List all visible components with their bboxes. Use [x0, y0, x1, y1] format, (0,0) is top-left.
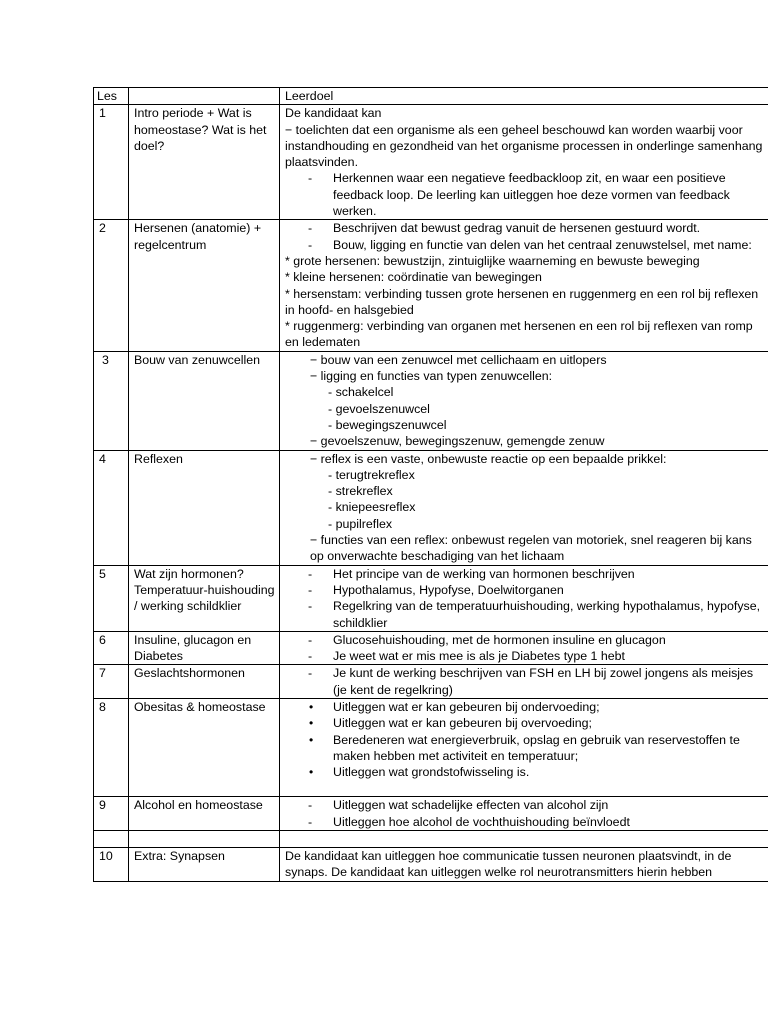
empty-row [94, 831, 768, 848]
dash-marker: - [308, 649, 313, 664]
sub-item: - pupilreflex [328, 516, 393, 531]
star-item: * kleine hersenen: coördinatie van bewegingen [285, 270, 542, 285]
goal-item: − bouw van een zenuwcel met cellichaam en uitlopers [310, 352, 607, 367]
lesson-topic: Insuline, glucagon en Diabetes [129, 631, 280, 665]
table-header-row [94, 88, 768, 105]
lesson-goal [280, 797, 768, 831]
header-empty [129, 88, 280, 105]
dash-marker: - [308, 599, 313, 614]
lesson-goal [280, 220, 768, 351]
table-row [94, 848, 768, 882]
sub-item: - schakelcel [328, 385, 394, 400]
dash-marker: - [308, 566, 313, 581]
dash-marker: - [308, 582, 313, 597]
lesson-goal [280, 450, 768, 565]
goal-item: − gevoelszenuw, bewegingszenuw, gemengde zenuw [310, 434, 605, 449]
header-leerdoel: Leerdoel [280, 88, 768, 105]
lesson-topic: Hersenen (anatomie) + regelcentrum [129, 220, 280, 351]
dash-item: - Uitleggen hoe alcohol de vochthuishouding beïnvloedt [308, 814, 630, 829]
lesson-topic: Wat zijn hormonen? Temperatuur-huishouding / werking schildklier [129, 565, 280, 631]
dash-item: - Regelkring van de temperatuurhuishouding, werking hypothalamus, hypofyse, schildklier [308, 599, 761, 630]
lesson-number: 4 [94, 450, 129, 565]
lesson-goal [280, 698, 768, 796]
table-row [94, 351, 768, 450]
lesson-goal [280, 105, 768, 220]
bullet-item: • Uitleggen wat er kan gebeuren bij ondervoeding; [309, 699, 600, 714]
dash-marker: - [308, 798, 313, 813]
goal-line: − toelichten dat een organisme als een geheel beschouwd kan worden waarbij voor instandhouding en gezondheid van het organisme processen in onderlinge samenhang plaatsvinden. [285, 122, 763, 170]
lesson-number: 1 [94, 105, 129, 220]
bullet-marker: • [309, 765, 314, 780]
header-les: Les [94, 88, 129, 105]
bullet-marker: • [309, 716, 314, 731]
table-row [94, 220, 768, 351]
dash-item: - Glucosehuishouding, met de hormonen insuline en glucagon [308, 632, 666, 647]
sub-item: - bewegingszenuwcel [328, 417, 447, 432]
bullet-marker: • [309, 732, 314, 747]
lesson-number: 9 [94, 797, 129, 831]
dash-marker: - [308, 221, 313, 236]
dash-item: - Hypothalamus, Hypofyse, Doelwitorganen [308, 582, 564, 597]
lesson-number: 5 [94, 565, 129, 631]
goal-item: − reflex is een vaste, onbewuste reactie op een bepaalde prikkel: [310, 451, 667, 466]
bullet-item: • Uitleggen wat er kan gebeuren bij overvoeding; [309, 716, 592, 731]
goal-item: − functies van een reflex: onbewust regelen van motoriek, snel reageren bij kans op onverwachte beschadiging van het lichaam [310, 533, 752, 564]
dash-item: - Uitleggen wat schadelijke effecten van alcohol zijn [308, 798, 609, 813]
lesson-number: 7 [94, 665, 129, 699]
lesson-topic: Bouw van zenuwcellen [129, 351, 280, 450]
empty-cell [280, 831, 768, 848]
dash-marker: - [308, 666, 313, 681]
lesson-goal [280, 665, 768, 699]
lesson-topic: Extra: Synapsen [129, 848, 280, 882]
lesson-topic: Intro periode + Wat is homeostase? Wat is het doel? [129, 105, 280, 220]
dash-item: - Je kunt de werking beschrijven van FSH en LH bij zowel jongens als meisjes (je kent de regelkring) [308, 666, 754, 697]
dash-item: - Herkennen waar een negatieve feedbackloop zit, en waar een positieve feedback loop. De leerling kan uitleggen hoe deze vormen van feedback werken. [308, 171, 730, 219]
lesson-number: 3 [94, 351, 129, 450]
table-row [94, 631, 768, 665]
dash-marker: - [308, 814, 313, 829]
sub-item: - kniepeesreflex [328, 500, 416, 515]
bullet-marker: • [309, 699, 314, 714]
lesson-goal: De kandidaat kan uitleggen hoe communicatie tussen neuronen plaatsvindt, in de synaps. De kandidaat kan uitleggen welke rol neurotransmitters hierin hebben [280, 848, 768, 882]
lesson-topic: Geslachtshormonen [129, 665, 280, 699]
dash-item: - Je weet wat er mis mee is als je Diabetes type 1 hebt [308, 649, 626, 664]
lesson-goal [280, 631, 768, 665]
table-row [94, 698, 768, 796]
sub-item: - strekreflex [328, 484, 393, 499]
goal-line: De kandidaat kan [285, 106, 382, 121]
bullet-item: • Uitleggen wat grondstofwisseling is. [309, 765, 530, 780]
lesson-number: 2 [94, 220, 129, 351]
lesson-goal [280, 565, 768, 631]
lesson-number: 6 [94, 631, 129, 665]
lesson-number: 8 [94, 698, 129, 796]
empty-cell [94, 831, 129, 848]
lesson-topic: Obesitas & homeostase [129, 698, 280, 796]
bullet-item: • Beredeneren wat energieverbruik, opslag en gebruik van reservestoffen te maken hebben met activiteit en temperatuur; [309, 732, 740, 763]
dash-marker: - [308, 171, 313, 186]
lesson-table [93, 87, 768, 882]
star-item: * grote hersenen: bewustzijn, zintuiglijke waarneming en bewuste beweging [285, 253, 700, 268]
star-item: * ruggenmerg: verbinding van organen met hersenen en een rol bij reflexen van romp en ledematen [285, 319, 753, 350]
table-row [94, 797, 768, 831]
lesson-number: 10 [94, 848, 129, 882]
lesson-goal [280, 351, 768, 450]
lesson-topic: Alcohol en homeostase [129, 797, 280, 831]
dash-marker: - [308, 237, 313, 252]
sub-item: - gevoelszenuwcel [328, 401, 430, 416]
table-row [94, 450, 768, 565]
dash-item: - Bouw, ligging en functie van delen van het centraal zenuwstelsel, met name: [308, 237, 752, 252]
dash-marker: - [308, 632, 313, 647]
table-row [94, 105, 768, 220]
table-row [94, 565, 768, 631]
empty-cell [129, 831, 280, 848]
dash-item: - Beschrijven dat bewust gedrag vanuit de hersenen gestuurd wordt. [308, 221, 701, 236]
star-item: * hersenstam: verbinding tussen grote hersenen en ruggenmerg en een rol bij reflexen in hoofd- en halsgebied [285, 286, 759, 317]
dash-item: - Het principe van de werking van hormonen beschrijven [308, 566, 635, 581]
lesson-topic: Reflexen [129, 450, 280, 565]
goal-item: − ligging en functies van typen zenuwcellen: [310, 369, 553, 384]
sub-item: - terugtrekreflex [328, 467, 415, 482]
table-row [94, 665, 768, 699]
